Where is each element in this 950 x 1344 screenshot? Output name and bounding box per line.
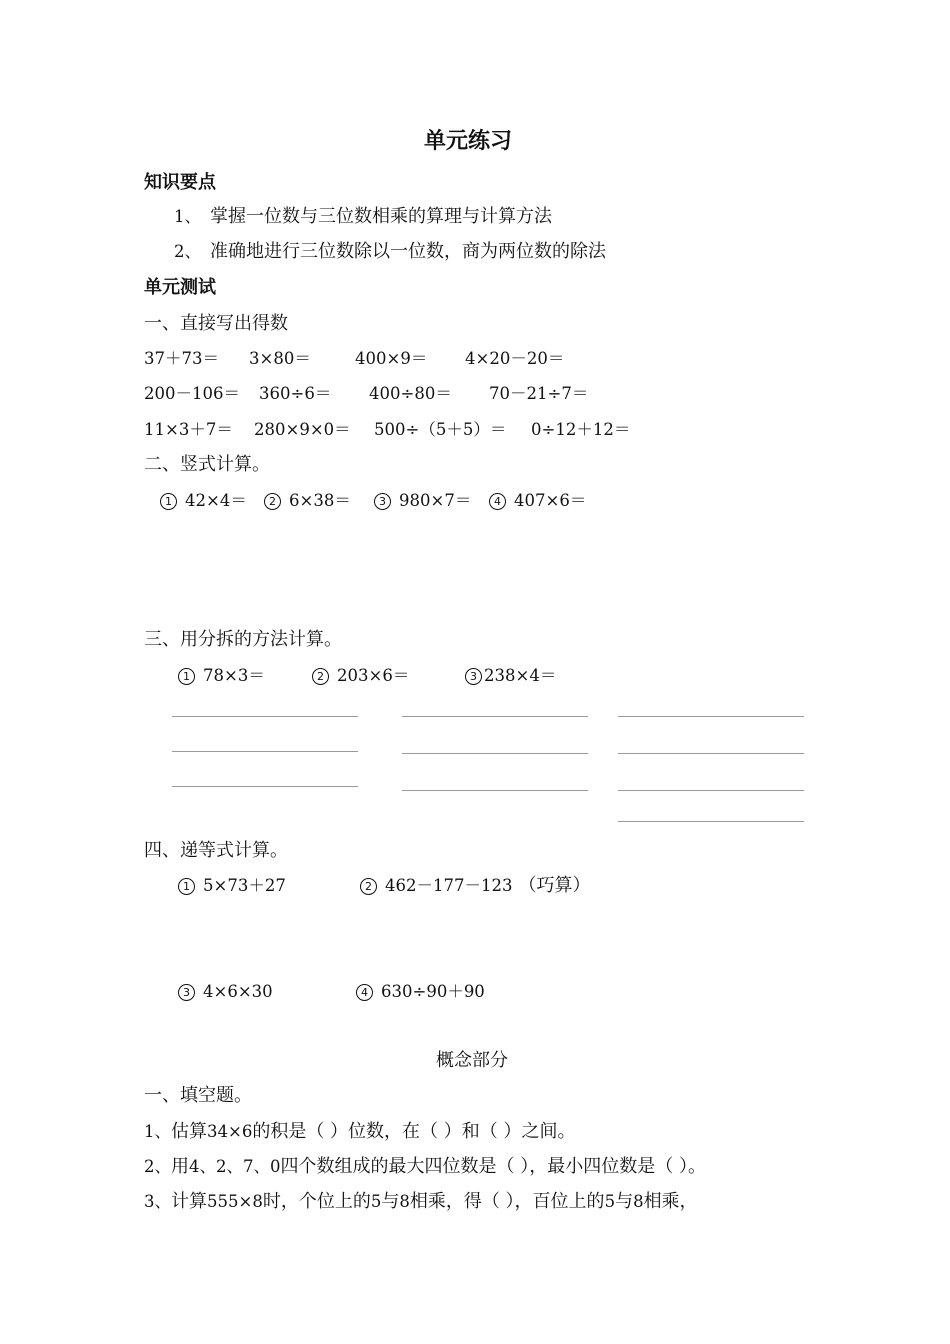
circled-number: 4 — [489, 493, 506, 510]
step-calc-expr: 5×73＋27 — [203, 876, 286, 895]
oral-question: 400÷80＝ — [369, 384, 452, 403]
oral-question: 37＋73＝ — [144, 349, 219, 368]
step-calc-expr: 630÷90＋90 — [381, 982, 485, 1001]
answer-line[interactable] — [618, 716, 804, 717]
oral-question: 70－21÷7＝ — [489, 384, 589, 403]
step-calc-note: （巧算） — [518, 875, 591, 896]
vertical-calc-expr: 980×7＝ — [399, 491, 472, 510]
oral-question: 360÷6＝ — [259, 384, 332, 403]
circled-number: 1 — [178, 668, 195, 685]
fill-blank-question: 2、用4、2、7、0四个数组成的最大四位数是（ ），最小四位数是（ ）。 — [144, 1156, 706, 1177]
fill-blank-heading: 一、填空题。 — [144, 1085, 252, 1106]
answer-line[interactable] — [402, 716, 588, 717]
knowledge-heading: 知识要点 — [144, 172, 216, 193]
split-calc-item — [178, 664, 265, 688]
circled-number: 2 — [312, 668, 329, 685]
vertical-calc-expr: 42×4＝ — [185, 491, 247, 510]
section3-heading: 三、用分拆的方法计算。 — [144, 629, 342, 650]
answer-line[interactable] — [618, 821, 804, 822]
section4-heading: 四、递等式计算。 — [144, 840, 288, 861]
circled-number: 3 — [178, 984, 195, 1001]
oral-question: 11×3＋7＝ — [144, 420, 233, 439]
circled-number: 4 — [356, 984, 373, 1001]
step-calc-expr: 4×6×30 — [203, 982, 273, 1001]
answer-line[interactable] — [172, 751, 358, 752]
oral-question: 4×20－20＝ — [465, 349, 565, 368]
step-calc-item — [178, 980, 273, 1004]
oral-question: 400×9＝ — [355, 349, 428, 368]
vertical-calc-item — [264, 489, 351, 513]
answer-line[interactable] — [618, 790, 804, 791]
oral-question: 0÷12＋12＝ — [531, 420, 631, 439]
section2-heading: 二、竖式计算。 — [144, 454, 270, 475]
knowledge-item — [174, 205, 552, 229]
split-calc-item — [465, 664, 556, 688]
page-title: 单元练习 — [424, 129, 513, 154]
knowledge-item-text: 准确地进行三位数除以一位数，商为两位数的除法 — [210, 241, 606, 262]
oral-question: 200－106＝ — [144, 384, 240, 403]
vertical-calc-item — [489, 489, 586, 513]
knowledge-item-number: 2、 — [174, 242, 201, 261]
oral-question: 3×80＝ — [249, 349, 311, 368]
section1-heading: 一、直接写出得数 — [144, 313, 288, 334]
oral-question: 280×9×0＝ — [254, 420, 351, 439]
answer-line[interactable] — [172, 786, 358, 787]
fill-blank-question: 1、估算34×6的积是（ ）位数，在（ ）和（ ）之间。 — [144, 1121, 576, 1142]
concept-heading: 概念部分 — [436, 1050, 508, 1071]
step-calc-item — [360, 874, 590, 898]
split-calc-expr: 78×3＝ — [203, 666, 265, 685]
vertical-calc-expr: 407×6＝ — [514, 491, 587, 510]
circled-number: 1 — [178, 878, 195, 895]
test-heading: 单元测试 — [144, 277, 216, 298]
knowledge-item — [174, 240, 606, 264]
step-calc-item — [178, 874, 286, 898]
answer-line[interactable] — [402, 790, 588, 791]
circled-number: 3 — [465, 668, 482, 685]
fill-blank-question: 3、计算555×8时，个位上的5与8相乘，得（ ），百位上的5与8相乘， — [144, 1191, 698, 1212]
split-calc-expr: 238×4＝ — [484, 666, 557, 685]
vertical-calc-expr: 6×38＝ — [289, 491, 351, 510]
step-calc-expr: 462－177－123 — [385, 876, 513, 895]
vertical-calc-item — [160, 489, 247, 513]
answer-line[interactable] — [172, 716, 358, 717]
step-calc-item — [356, 980, 485, 1004]
vertical-calc-item — [374, 489, 471, 513]
split-calc-expr: 203×6＝ — [337, 666, 410, 685]
knowledge-item-text: 掌握一位数与三位数相乘的算理与计算方法 — [210, 206, 552, 227]
answer-line[interactable] — [402, 753, 588, 754]
circled-number: 2 — [264, 493, 281, 510]
split-calc-item — [312, 664, 409, 688]
circled-number: 1 — [160, 493, 177, 510]
answer-line[interactable] — [618, 753, 804, 754]
knowledge-item-number: 1、 — [174, 207, 201, 226]
circled-number: 3 — [374, 493, 391, 510]
circled-number: 2 — [360, 878, 377, 895]
oral-question: 500÷（5＋5）＝ — [374, 420, 507, 439]
